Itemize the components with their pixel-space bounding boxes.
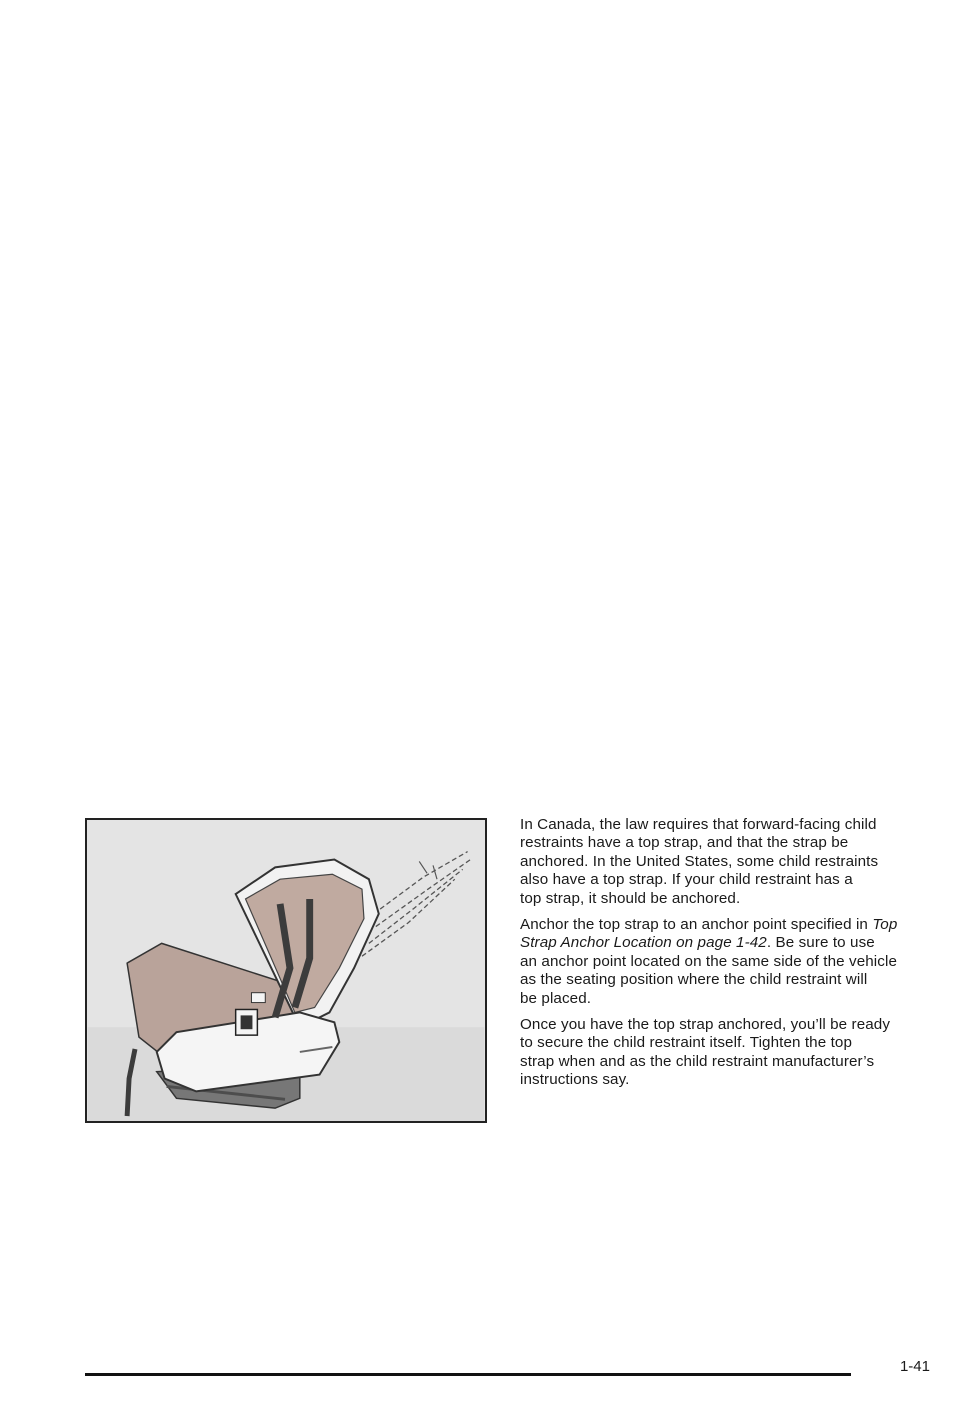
child-restraint-illustration bbox=[85, 818, 487, 1123]
paragraph-canada-law bbox=[520, 816, 930, 908]
text-line: an anchor point located on the same side of the vehicle bbox=[520, 952, 897, 970]
cross-reference-link[interactable]: Top bbox=[872, 916, 898, 934]
page-number: 1-41 bbox=[899, 1358, 930, 1375]
text-fragment: Anchor the top strap to an anchor point specified in bbox=[520, 916, 873, 934]
text-fragment: . Be sure to use bbox=[766, 934, 875, 952]
text-line bbox=[520, 916, 930, 934]
child-seat-icon bbox=[87, 820, 485, 1121]
paragraph-tighten-strap bbox=[520, 1016, 930, 1090]
text-line: In Canada, the law requires that forward-facing child bbox=[520, 816, 877, 833]
body-text bbox=[520, 816, 930, 1098]
text-line: restraints have a top strap, and that the strap be bbox=[520, 834, 849, 852]
text-line: Once you have the top strap anchored, you’ll be ready bbox=[520, 1016, 891, 1034]
text-line: be placed. bbox=[520, 989, 592, 1007]
text-line: strap when and as the child restraint manufacturer’s bbox=[520, 1052, 875, 1070]
text-line: as the seating position where the child restraint will bbox=[520, 971, 868, 989]
cross-reference-link[interactable]: Strap Anchor Location on page 1-42 bbox=[520, 934, 767, 952]
text-line: top strap, it should be anchored. bbox=[520, 889, 741, 907]
paragraph-anchor-instructions bbox=[520, 916, 930, 1008]
footer-rule bbox=[85, 1373, 851, 1376]
text-line: instructions say. bbox=[520, 1071, 630, 1089]
text-line bbox=[520, 934, 930, 952]
text-line: anchored. In the United States, some child restraints bbox=[520, 852, 879, 870]
text-line: also have a top strap. If your child restraint has a bbox=[520, 871, 853, 889]
text-line: to secure the child restraint itself. Tighten the top bbox=[520, 1034, 853, 1052]
